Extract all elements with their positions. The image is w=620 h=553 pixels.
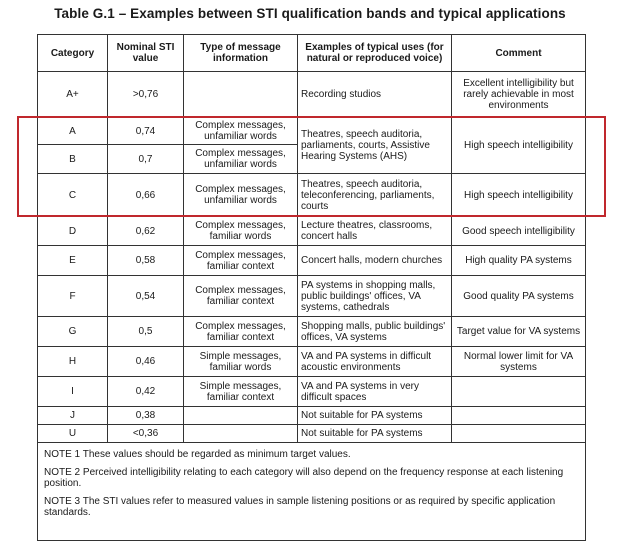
table-row <box>38 425 586 443</box>
header-sti: Nominal STI value <box>108 35 184 72</box>
cell-uses: PA systems in shopping malls, public buildings' offices, VA systems, cathedrals <box>298 276 452 317</box>
cell-category: A+ <box>38 72 108 118</box>
cell-comment: High quality PA systems <box>452 246 586 276</box>
table-row <box>38 72 586 118</box>
cell-uses: Theatres, speech auditoria, teleconferencing, parliaments, courts <box>298 174 452 217</box>
cell-uses: VA and PA systems in very difficult spaces <box>298 377 452 407</box>
header-uses: Examples of typical uses (for natural or reproduced voice) <box>298 35 452 72</box>
cell-uses: Shopping malls, public buildings' offices, VA systems <box>298 317 452 347</box>
cell-comment <box>452 377 586 407</box>
note-1: NOTE 1 These values should be regarded as minimum target values. <box>44 449 351 460</box>
cell-sti: 0,66 <box>108 174 184 217</box>
note-3: NOTE 3 The STI values refer to measured values in sample listening positions or as required by specific application standards. <box>44 496 556 518</box>
header-type: Type of message information <box>184 35 298 72</box>
cell-sti: 0,42 <box>108 377 184 407</box>
cell-category: I <box>38 377 108 407</box>
cell-uses: Not suitable for PA systems <box>298 425 452 443</box>
cell-uses: VA and PA systems in difficult acoustic environments <box>298 347 452 377</box>
cell-sti: 0,62 <box>108 217 184 246</box>
cell-sti: 0,46 <box>108 347 184 377</box>
cell-category: B <box>38 145 108 174</box>
cell-uses: Concert halls, modern churches <box>298 246 452 276</box>
table-row <box>38 317 586 347</box>
header-category: Category <box>38 35 108 72</box>
cell-comment <box>452 425 586 443</box>
table-row <box>38 276 586 317</box>
cell-uses: Not suitable for PA systems <box>298 407 452 425</box>
cell-sti: 0,74 <box>108 118 184 145</box>
cell-type: Complex messages, familiar context <box>184 276 298 317</box>
cell-sti: 0,54 <box>108 276 184 317</box>
cell-comment: Normal lower limit for VA systems <box>452 347 586 377</box>
cell-comment: Good speech intelligibility <box>452 217 586 246</box>
table-row <box>38 377 586 407</box>
sti-table <box>37 34 586 541</box>
table-row <box>38 217 586 246</box>
cell-category: H <box>38 347 108 377</box>
notes-row <box>38 443 586 541</box>
cell-type: Simple messages, familiar words <box>184 347 298 377</box>
cell-sti: 0,38 <box>108 407 184 425</box>
cell-sti: 0,5 <box>108 317 184 347</box>
cell-type: Complex messages, unfamiliar words <box>184 145 298 174</box>
header-row <box>38 35 586 72</box>
notes-cell <box>38 443 586 541</box>
cell-sti: <0,36 <box>108 425 184 443</box>
table-row <box>38 407 586 425</box>
table-title: Table G.1 – Examples between STI qualification bands and typical applications <box>54 6 566 21</box>
table-row <box>38 174 586 217</box>
cell-uses: Recording studios <box>298 72 452 118</box>
cell-category: G <box>38 317 108 347</box>
cell-type: Complex messages, unfamiliar words <box>184 174 298 217</box>
cell-comment: High speech intelligibility <box>452 118 586 174</box>
note-2: NOTE 2 Perceived intelligibility relating to each category will also depend on the frequency response at each listening position. <box>44 467 564 489</box>
cell-uses: Lecture theatres, classrooms, concert halls <box>298 217 452 246</box>
cell-type: Complex messages, familiar words <box>184 217 298 246</box>
cell-uses: Theatres, speech auditoria, parliaments, courts, Assistive Hearing Systems (AHS) <box>298 118 452 174</box>
cell-category: J <box>38 407 108 425</box>
cell-type <box>184 425 298 443</box>
cell-comment: Target value for VA systems <box>452 317 586 347</box>
table-row <box>38 118 586 145</box>
cell-category: A <box>38 118 108 145</box>
cell-type: Complex messages, familiar context <box>184 317 298 347</box>
cell-comment: Good quality PA systems <box>452 276 586 317</box>
cell-category: C <box>38 174 108 217</box>
cell-category: F <box>38 276 108 317</box>
cell-comment: Excellent intelligibility but rarely achievable in most environments <box>452 72 586 118</box>
cell-category: U <box>38 425 108 443</box>
cell-type: Complex messages, familiar context <box>184 246 298 276</box>
cell-category: D <box>38 217 108 246</box>
cell-type: Simple messages, familiar context <box>184 377 298 407</box>
cell-type: Complex messages, unfamiliar words <box>184 118 298 145</box>
table-row <box>38 246 586 276</box>
cell-comment <box>452 407 586 425</box>
cell-sti: >0,76 <box>108 72 184 118</box>
header-comment: Comment <box>452 35 586 72</box>
cell-category: E <box>38 246 108 276</box>
cell-type <box>184 407 298 425</box>
cell-type <box>184 72 298 118</box>
cell-sti: 0,7 <box>108 145 184 174</box>
cell-comment: High speech intelligibility <box>452 174 586 217</box>
table-row <box>38 347 586 377</box>
cell-sti: 0,58 <box>108 246 184 276</box>
